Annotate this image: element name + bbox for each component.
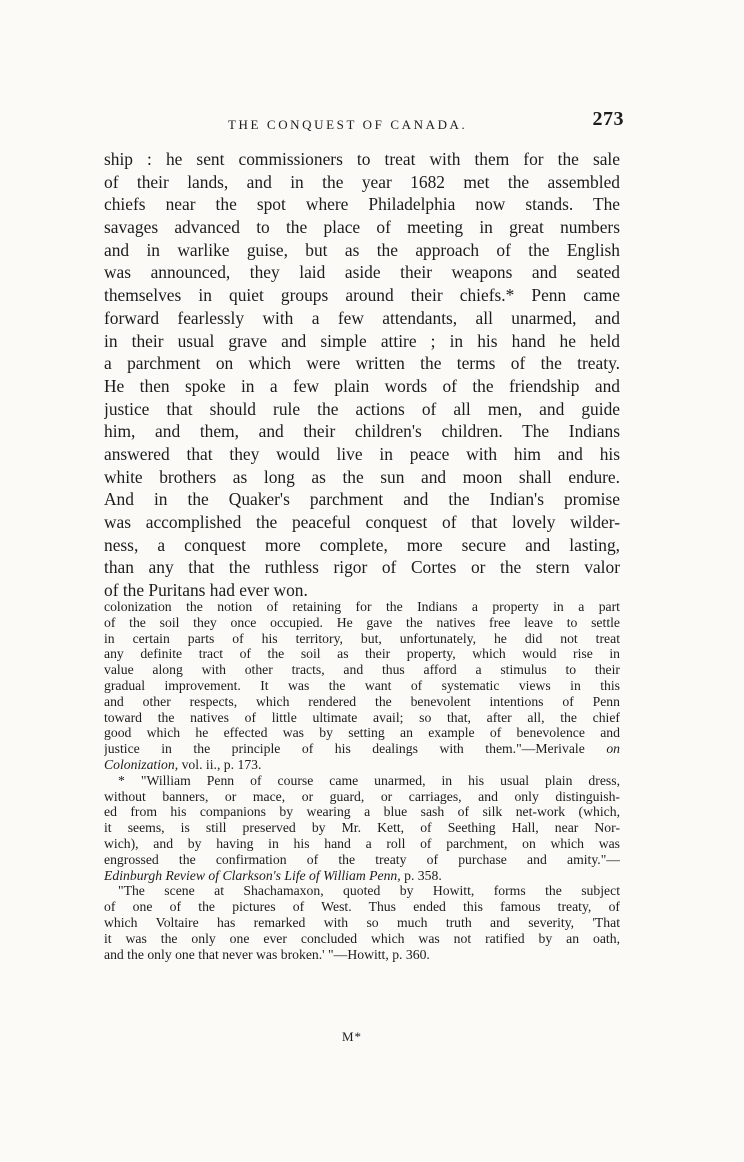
footnote-line: wich), and by having in his hand a roll of parchment, on which was — [104, 835, 620, 851]
text-line: chiefs near the spot where Philadelphia now stands. The — [104, 194, 620, 215]
main-text — [104, 148, 620, 602]
footnote-citation: Colonization, — [104, 756, 179, 772]
text-line: savages advanced to the place of meeting in great numbers — [104, 217, 620, 238]
footnote-text: p. 358. — [400, 867, 442, 883]
text-line: than any that the ruthless rigor of Cortes or the stern valor — [104, 557, 620, 578]
text-line: white brothers as long as the sun and moon shall endure. — [104, 466, 620, 487]
text-line: And in the Quaker's parchment and the Indian's promise — [104, 489, 620, 510]
footnote-line: value along with other tracts, and thus afford a stimulus to their — [104, 662, 620, 678]
footnote-line: which Voltaire has remarked with so much truth and severity, 'That — [104, 914, 620, 930]
text-line: ness, a conquest more complete, more secure and lasting, — [104, 534, 620, 555]
footnote-line: of the soil they once occupied. He gave the natives free leave to settle — [104, 614, 620, 630]
footnote-line — [104, 741, 620, 757]
text-line: justice that should rule the actions of all men, and guide — [104, 398, 620, 419]
footnote-text: vol. ii., p. 173. — [178, 756, 262, 772]
footnote-citation: on — [606, 741, 620, 757]
page-header — [104, 108, 624, 136]
text-line: a parchment on which were written the terms of the treaty. — [104, 353, 620, 374]
text-line: and in warlike guise, but as the approach of the English — [104, 239, 620, 260]
footnote-line: any definite tract of the soil as their property, which would rise in — [104, 646, 620, 662]
signature-mark: M* — [342, 1029, 363, 1044]
text-line: in their usual grave and simple attire ; in his hand he held — [104, 330, 620, 351]
footnote-line — [104, 757, 620, 773]
footnote-line: "The scene at Shachamaxon, quoted by Howitt, forms the subject — [118, 883, 620, 899]
footnote-line: it was the only one ever concluded which was not ratified by an oath, — [104, 930, 620, 946]
text-line: He then spoke in a few plain words of the friendship and — [104, 375, 620, 396]
footnote-citation: Edinburgh Review of Clarkson's Life of William Penn, — [104, 867, 401, 883]
footnote-line — [104, 868, 620, 884]
footnote-line: without banners, or mace, or guard, or carriages, and only distinguish- — [104, 788, 620, 804]
text-line: of their lands, and in the year 1682 met the assembled — [104, 171, 620, 192]
footnote-line: of one of the pictures of West. Thus ended this famous treaty, of — [104, 899, 620, 915]
footnote-line: and other respects, which rendered the benevolent intentions of Penn — [104, 693, 620, 709]
footnote-line: it seems, is still preserved by Mr. Kett, of Seething Hall, near Nor- — [104, 820, 620, 836]
footnote-line: engrossed the confirmation of the treaty of purchase and amity."— — [104, 851, 620, 867]
footnotes — [104, 599, 620, 962]
footnote-line: ed from his companions by wearing a blue sash of silk net-work (which, — [104, 804, 620, 820]
footnote-line: good which he effected was by setting an example of benevolence and — [104, 725, 620, 741]
footnote-line: in certain parts of his territory, but, unfortunately, he did not treat — [104, 630, 620, 646]
footnote-line: gradual improvement. It was the want of systematic views in this — [104, 677, 620, 693]
running-title: THE CONQUEST OF CANADA. — [228, 117, 468, 132]
footnote-line: * "William Penn of course came unarmed, in his usual plain dress, — [118, 772, 620, 788]
page-number: 273 — [592, 108, 624, 130]
text-line: was accomplished the peaceful conquest of that lovely wilder- — [104, 512, 620, 532]
text-line: of the Puritans had ever won. — [104, 580, 308, 601]
text-line: answered that they would live in peace with him and his — [104, 443, 620, 464]
footnote-line: colonization the notion of retaining for the Indians a property in a part — [104, 599, 620, 614]
footnote-line: toward the natives of little ultimate avail; so that, after all, the chief — [104, 709, 620, 725]
text-line: him, and them, and their children's children. The Indians — [104, 421, 620, 442]
text-line: was announced, they laid aside their weapons and seated — [104, 262, 620, 283]
text-line: ship : he sent commissioners to treat with them for the sale — [104, 149, 620, 169]
footnote-text: justice in the principle of his dealings with them."—Merivale — [104, 741, 585, 757]
text-line: themselves in quiet groups around their chiefs.* Penn came — [104, 285, 620, 306]
text-line: forward fearlessly with a few attendants, all unarmed, and — [104, 307, 620, 328]
footnote-line: and the only one that never was broken.' "—Howitt, p. 360. — [104, 946, 430, 962]
